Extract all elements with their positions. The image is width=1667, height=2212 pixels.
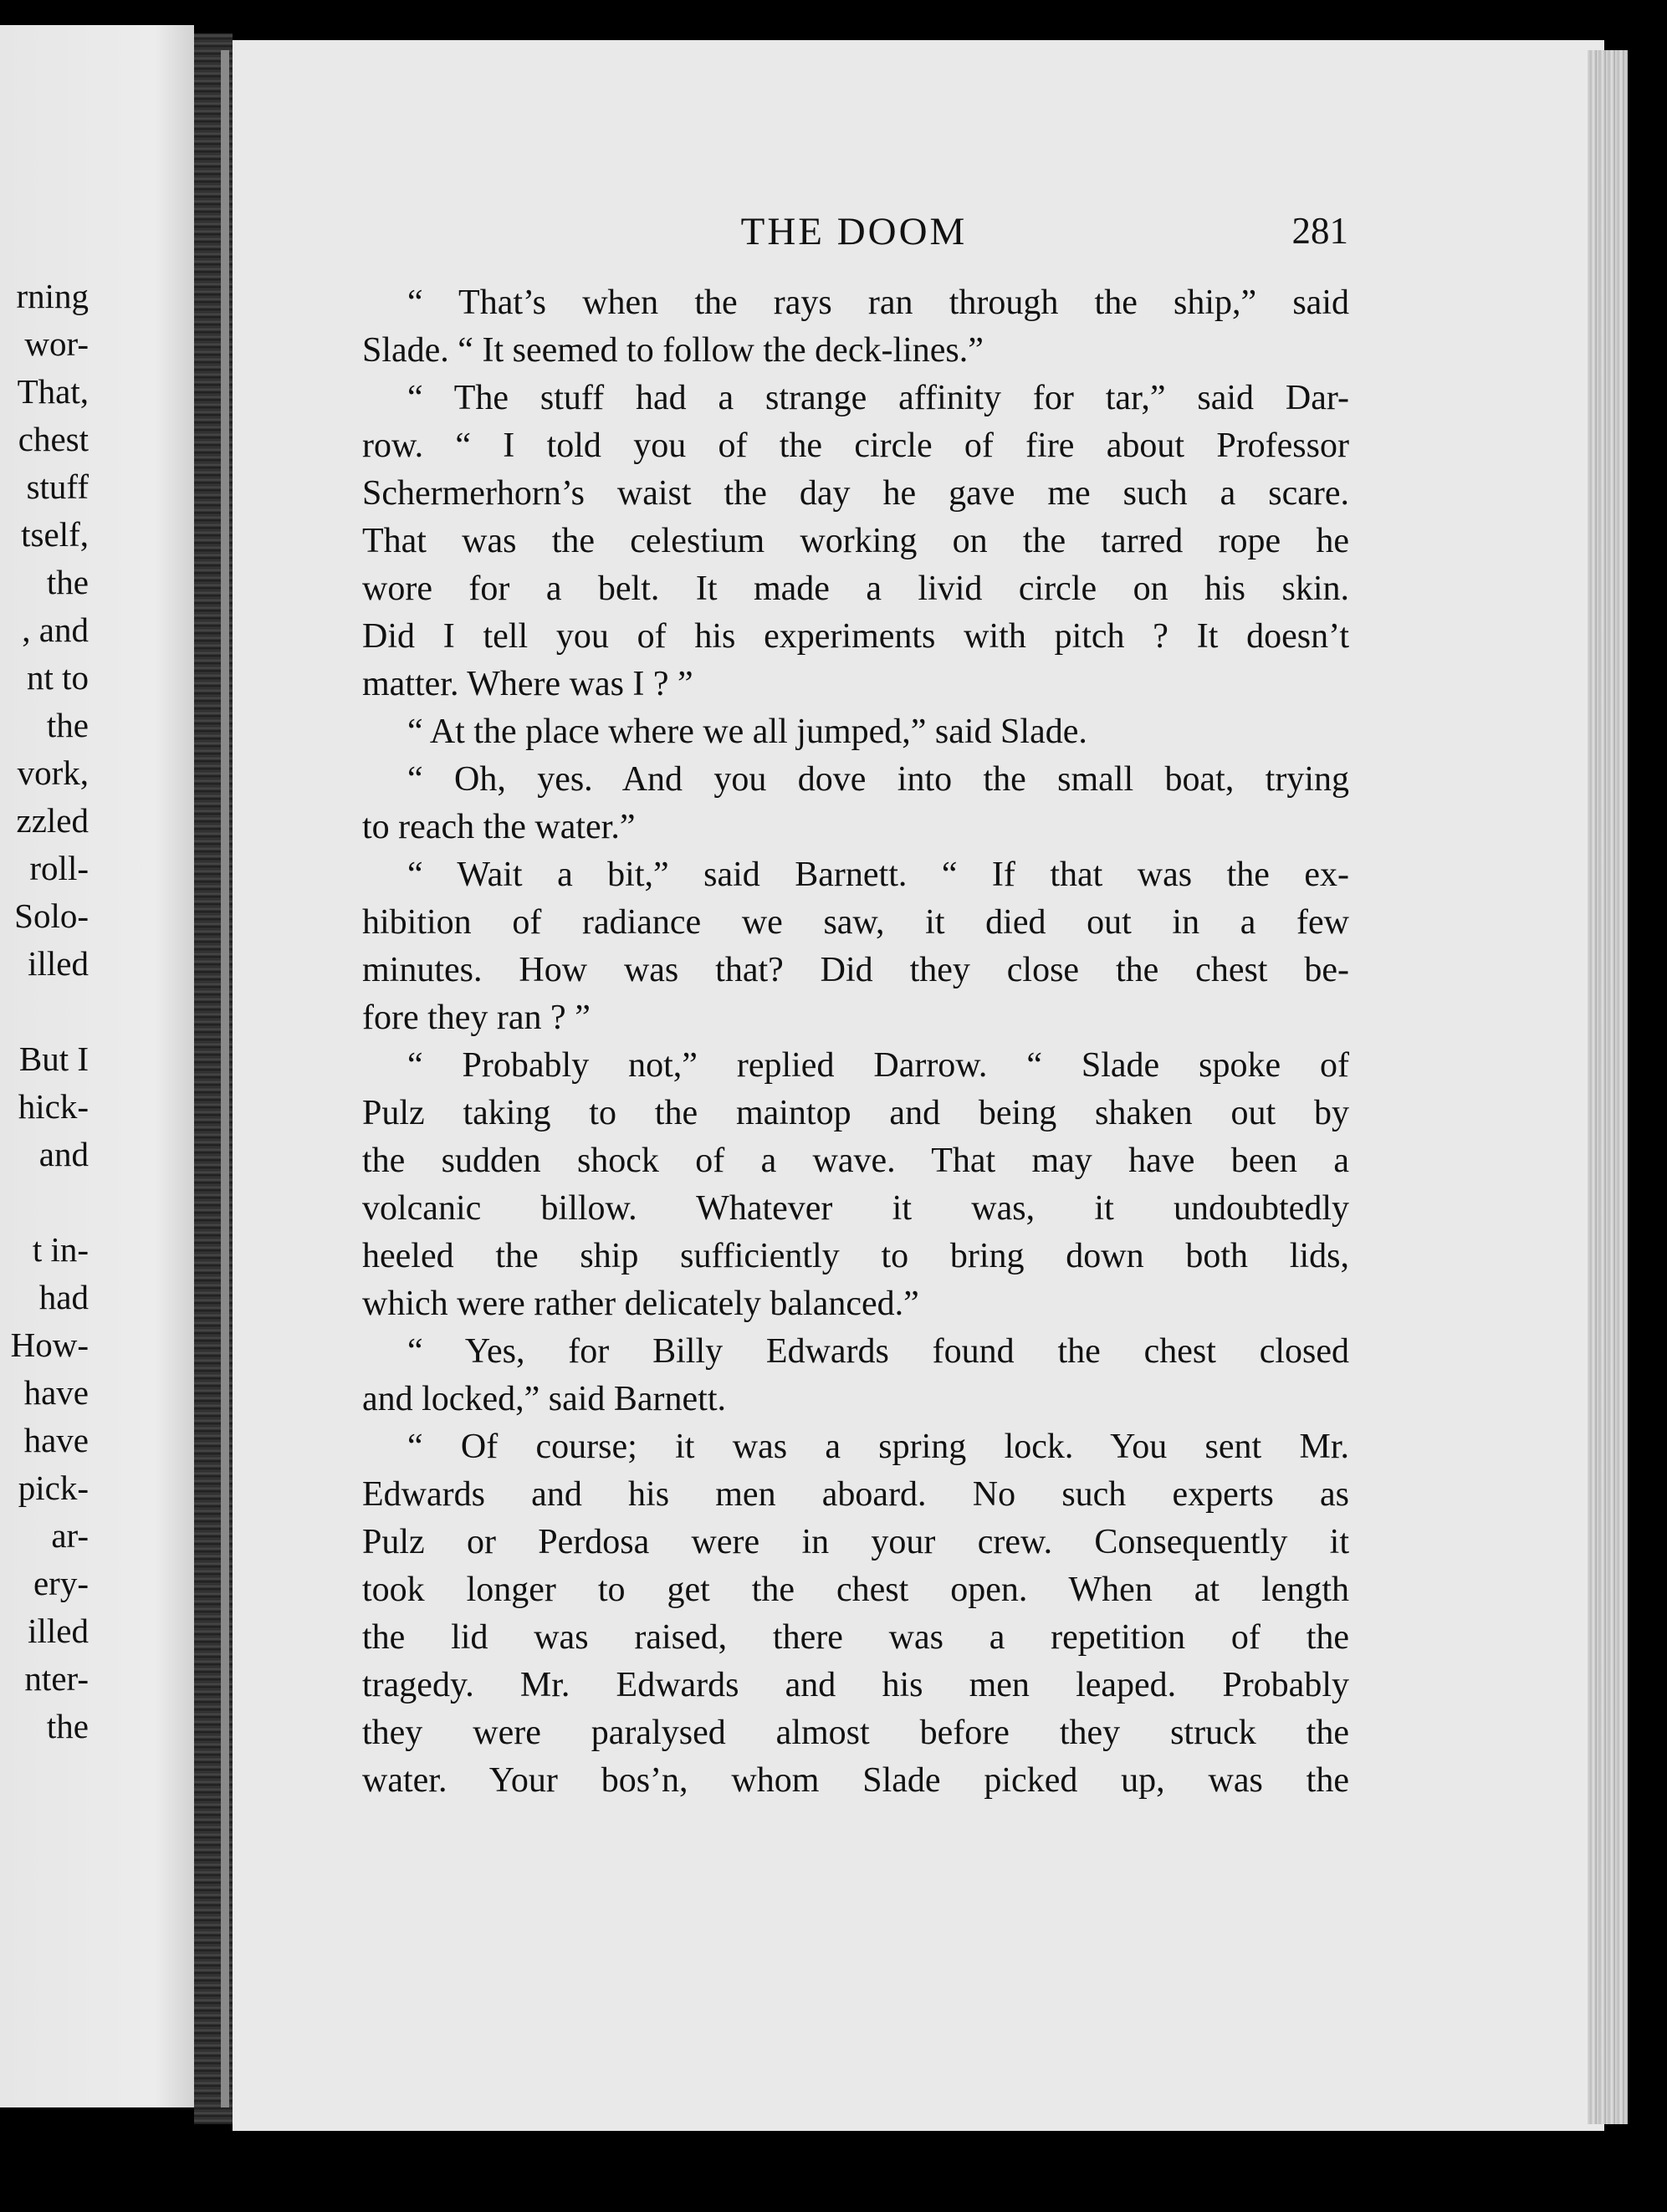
previous-page-line: and: [38, 1135, 89, 1173]
text-line: Pulz taking to the maintop and being shaken out by: [362, 1094, 1349, 1132]
previous-page-line: hick-: [18, 1087, 89, 1126]
previous-page-line: had: [38, 1278, 89, 1316]
text-line: “ Probably not,” replied Darrow. “ Slade spoke of: [407, 1046, 1349, 1085]
previous-page-fragment: [0, 25, 194, 2107]
previous-page-line: stuff: [26, 467, 89, 506]
running-head: [360, 209, 1348, 259]
text-line: “ Yes, for Billy Edwards found the chest closed: [407, 1332, 1349, 1371]
text-line: Schermerhorn’s waist the day he gave me such a scare.: [362, 474, 1349, 513]
previous-page-line: ar-: [51, 1516, 89, 1555]
previous-page-line: ery-: [33, 1564, 89, 1602]
text-line: “ Of course; it was a spring lock. You sent Mr.: [407, 1428, 1349, 1466]
text-line: Did I tell you of his experiments with pitch ? It doesn’t: [362, 617, 1349, 656]
previous-page-line: , and: [22, 610, 89, 649]
text-line: matter. Where was I ? ”: [362, 665, 693, 703]
previous-page-line: tself,: [21, 515, 89, 554]
previous-page-line: Solo-: [14, 897, 89, 935]
previous-page-line: the: [46, 563, 89, 601]
previous-page-line: roll-: [29, 849, 89, 887]
previous-page-line: That,: [17, 372, 89, 411]
previous-page-line: illed: [28, 944, 89, 983]
text-line: row. “ I told you of the circle of fire about Professor: [362, 427, 1349, 465]
text-line: and locked,” said Barnett.: [362, 1380, 727, 1418]
text-line: That was the celestium working on the tarred rope he: [362, 522, 1349, 560]
text-line: the sudden shock of a wave. That may have been a: [362, 1142, 1349, 1180]
previous-page-line: illed: [28, 1612, 89, 1650]
previous-page-line: chest: [18, 420, 89, 458]
previous-page-line: t in-: [32, 1230, 89, 1269]
binding-edge: [221, 50, 229, 2107]
text-line: which were rather delicately balanced.”: [362, 1285, 919, 1323]
previous-page-line: But I: [18, 1040, 89, 1078]
text-line: “ Oh, yes. And you dove into the small boat, trying: [407, 760, 1349, 799]
text-line: heeled the ship sufficiently to bring down both lids,: [362, 1237, 1349, 1275]
text-line: minutes. How was that? Did they close the chest be-: [362, 951, 1349, 989]
previous-page-line: the: [46, 1707, 89, 1745]
previous-page-line: How-: [10, 1326, 89, 1364]
text-line: Edwards and his men aboard. No such experts as: [362, 1475, 1349, 1514]
previous-page-line: have: [23, 1373, 89, 1412]
text-line: “ At the place where we all jumped,” said Slade.: [407, 713, 1087, 751]
previous-page-line: the: [46, 706, 89, 744]
text-line: volcanic billow. Whatever it was, it undoubtedly: [362, 1189, 1349, 1228]
text-line: “ That’s when the rays ran through the ship,” said: [407, 284, 1349, 322]
previous-page-line: rning: [16, 277, 89, 315]
text-line: “ Wait a bit,” said Barnett. “ If that was the ex-: [407, 856, 1349, 894]
text-line: “ The stuff had a strange affinity for tar,” said Dar-: [407, 379, 1349, 417]
previous-page-line: have: [23, 1421, 89, 1459]
text-line: water. Your bos’n, whom Slade picked up, was the: [362, 1761, 1349, 1800]
text-line: hibition of radiance we saw, it died out in a few: [362, 903, 1349, 942]
text-line: tragedy. Mr. Edwards and his men leaped. Probably: [362, 1666, 1349, 1704]
running-head-title: THE DOOM: [740, 210, 968, 253]
previous-page-line: vork,: [17, 754, 89, 792]
text-line: Slade. “ It seemed to follow the deck-lines.”: [362, 331, 984, 370]
previous-page-line: nt to: [26, 658, 89, 697]
page-stack-edge: [1588, 50, 1628, 2124]
text-line: fore they ran ? ”: [362, 999, 591, 1037]
text-line: wore for a belt. It made a livid circle on his skin.: [362, 570, 1349, 608]
previous-page-line: wor-: [24, 324, 89, 363]
previous-page-line: pick-: [18, 1469, 89, 1507]
previous-page-line: zzled: [16, 801, 89, 840]
text-line: Pulz or Perdosa were in your crew. Consequently it: [362, 1523, 1349, 1561]
text-line: they were paralysed almost before they struck the: [362, 1714, 1349, 1752]
text-line: took longer to get the chest open. When at length: [362, 1571, 1349, 1609]
page-number: 281: [1291, 210, 1348, 252]
previous-page-line: nter-: [24, 1659, 89, 1698]
text-line: to reach the water.”: [362, 808, 636, 846]
text-line: the lid was raised, there was a repetition of the: [362, 1618, 1349, 1657]
